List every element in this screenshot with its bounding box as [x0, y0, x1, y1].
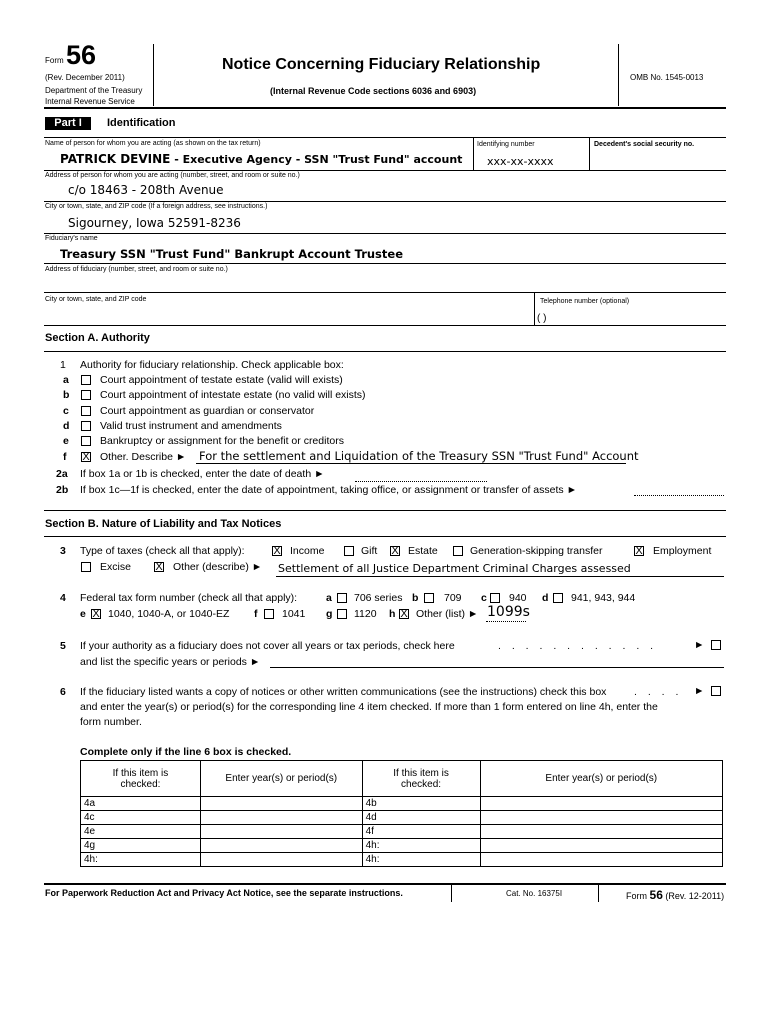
line-5-arrow: ►	[694, 639, 705, 651]
form-title: Notice Concerning Fiduciary Relationship	[222, 56, 541, 73]
table-row	[81, 811, 723, 825]
line-4-number: 4	[60, 592, 66, 604]
agency: Internal Revenue Service	[45, 97, 135, 106]
table-row	[81, 797, 723, 811]
fiduciary-address-field[interactable]	[45, 276, 725, 292]
form-1041-checkbox[interactable]	[264, 609, 274, 619]
identifying-number-field[interactable]: xxx-xx-xxxx	[487, 155, 554, 168]
table-item-cell: 4a	[81, 797, 201, 811]
table-item-cell: 4g	[81, 839, 201, 853]
line-1e-letter: e	[63, 435, 69, 447]
catalog-number: Cat. No. 16375I	[506, 889, 563, 898]
income-label: Income	[290, 545, 325, 557]
form-941-checkbox[interactable]	[553, 593, 563, 603]
line-1f-checkbox[interactable]: X	[82, 451, 90, 463]
other-taxes-checkbox[interactable]: X	[155, 561, 163, 573]
other-describe-value[interactable]: For the settlement and Liquidation of the Treasury SSN "Trust Fund" Account	[199, 449, 639, 463]
estate-checkbox[interactable]: X	[391, 545, 399, 557]
form-706-letter: a	[326, 592, 332, 604]
fiduciary-address-label: Address of fiduciary (number, street, and room or suite no.)	[45, 266, 228, 273]
line-1c-letter: c	[63, 405, 69, 417]
table-row	[81, 825, 723, 839]
form-1120-checkbox[interactable]	[337, 609, 347, 619]
line-1b-letter: b	[63, 389, 70, 401]
table-item-cell: 4h:	[362, 839, 480, 853]
form-other-checkbox[interactable]: X	[400, 608, 408, 620]
name-label: Name of person for whom you are acting (as shown on the tax return)	[45, 140, 261, 147]
line-3-text: Type of taxes (check all that apply):	[80, 545, 245, 557]
part-i-title: Identification	[107, 117, 176, 129]
section-b-title: Section B. Nature of Liability and Tax Notices	[45, 518, 282, 530]
part-i-label: Part I	[45, 117, 91, 130]
table-period-cell[interactable]	[200, 853, 362, 867]
table-period-cell[interactable]	[200, 811, 362, 825]
line-1f-label: Other. Describe ►	[100, 451, 187, 463]
table-header-item: If this item is checked:	[81, 761, 201, 797]
fiduciary-city-label: City or town, state, and ZIP code	[45, 296, 147, 303]
form-941-letter: d	[542, 592, 549, 604]
table-period-cell[interactable]	[200, 797, 362, 811]
form-label: Form	[45, 56, 64, 65]
table-item-cell: 4b	[362, 797, 480, 811]
form-941-label: 941, 943, 944	[571, 592, 636, 604]
table-row	[81, 853, 723, 867]
line-1d-letter: d	[63, 420, 70, 432]
city-field[interactable]: Sigourney, Iowa 52591-8236	[68, 216, 241, 230]
line-2b-number: 2b	[56, 484, 69, 496]
line-5-periods-field[interactable]	[270, 667, 724, 668]
line-1b-checkbox[interactable]	[81, 390, 91, 400]
revision-date: (Rev. December 2011)	[45, 73, 125, 82]
appointment-date-field[interactable]	[634, 495, 724, 496]
section-a-title: Section A. Authority	[45, 332, 150, 344]
other-taxes-value[interactable]: Settlement of all Justice Department Criminal Charges assessed	[278, 562, 631, 575]
form-other-letter: h	[389, 608, 396, 620]
estate-label: Estate	[408, 545, 438, 557]
table-row	[81, 839, 723, 853]
excise-label: Excise	[100, 561, 131, 573]
form-1041-label: 1041	[282, 608, 306, 620]
city-label: City or town, state, and ZIP code (If a foreign address, see instructions.)	[45, 203, 268, 210]
form-1040-checkbox[interactable]: X	[92, 608, 100, 620]
line-4-text: Federal tax form number (check all that apply):	[80, 592, 298, 604]
department: Department of the Treasury	[45, 86, 143, 95]
line-2a-number: 2a	[56, 468, 68, 480]
fiduciary-city-field[interactable]	[45, 307, 530, 323]
fiduciary-name-field[interactable]: Treasury SSN "Trust Fund" Bankrupt Account Trustee	[60, 247, 403, 261]
line-2b-text: If box 1c—1f is checked, enter the date of appointment, taking office, or assignment or transfer of assets ►	[80, 484, 577, 496]
line-1d-checkbox[interactable]	[81, 421, 91, 431]
other-taxes-label: Other (describe) ►	[173, 561, 263, 573]
line-1e-checkbox[interactable]	[81, 436, 91, 446]
line-1c-checkbox[interactable]	[81, 406, 91, 416]
excise-checkbox[interactable]	[81, 562, 91, 572]
line-6-periods-table	[80, 760, 723, 867]
omb-number: OMB No. 1545-0013	[630, 73, 704, 82]
table-period-cell[interactable]	[480, 811, 722, 825]
line-3-number: 3	[60, 545, 66, 557]
line-6-text-3: form number.	[80, 716, 142, 728]
line-2a-text: If box 1a or 1b is checked, enter the date of death ►	[80, 468, 325, 480]
form-706-label: 706 series	[354, 592, 403, 604]
line-6-dots: . . . .	[634, 686, 683, 698]
gift-checkbox[interactable]	[344, 546, 354, 556]
gift-label: Gift	[361, 545, 378, 557]
line-1-text: Authority for fiduciary relationship. Check applicable box:	[80, 359, 344, 371]
line-5-dots: . . . . . . . . . . . .	[498, 640, 658, 652]
line-1-number: 1	[60, 359, 66, 371]
form-other-value[interactable]: 1099s	[487, 604, 530, 620]
income-checkbox[interactable]: X	[273, 545, 281, 557]
telephone-label: Telephone number (optional)	[540, 298, 630, 305]
table-period-cell[interactable]	[480, 853, 722, 867]
telephone-field[interactable]: ( )	[537, 313, 547, 324]
employment-label: Employment	[653, 545, 712, 557]
table-header-periods-2: Enter year(s) or period(s)	[480, 761, 722, 797]
form-706-checkbox[interactable]	[337, 593, 347, 603]
table-item-cell: 4c	[81, 811, 201, 825]
form-1120-label: 1120	[354, 608, 377, 620]
table-period-cell[interactable]	[480, 825, 722, 839]
name-field[interactable]	[60, 152, 462, 166]
line-5-checkbox[interactable]	[711, 640, 721, 650]
table-period-cell[interactable]	[480, 797, 722, 811]
address-label: Address of person for whom you are acting (number, street, and room or suite no.)	[45, 172, 300, 179]
table-item-cell: 4d	[362, 811, 480, 825]
table-period-cell[interactable]	[480, 839, 722, 853]
line-1d-label: Valid trust instrument and amendments	[100, 420, 282, 432]
line-6-checkbox[interactable]	[711, 686, 721, 696]
line-5-text-2: and list the specific years or periods ►	[80, 656, 261, 668]
date-of-death-field[interactable]	[355, 481, 487, 482]
address-field[interactable]: c/o 18463 - 208th Avenue	[68, 183, 224, 197]
form-number: 56	[66, 40, 97, 70]
table-item-cell: 4f	[362, 825, 480, 839]
complete-only-note: Complete only if the line 6 box is checked.	[80, 746, 292, 758]
form-other-label: Other (list) ►	[416, 608, 479, 620]
table-period-cell[interactable]	[200, 839, 362, 853]
employment-checkbox[interactable]: X	[635, 545, 643, 557]
line-1f-letter: f	[63, 451, 67, 463]
form-709-checkbox[interactable]	[424, 593, 434, 603]
line-1a-checkbox[interactable]	[81, 375, 91, 385]
table-item-cell: 4h:	[362, 853, 480, 867]
table-header-item-2: If this item is checked:	[362, 761, 480, 797]
line-1b-label: Court appointment of intestate estate (no valid will exists)	[100, 389, 366, 401]
form-709-letter: b	[412, 592, 419, 604]
line-6-text-2: and enter the year(s) or period(s) for the corresponding line 4 item checked. If more than 1 form entered on line 4h, enter the	[80, 701, 658, 713]
line-1e-label: Bankruptcy or assignment for the benefit or creditors	[100, 435, 344, 447]
table-item-cell: 4h:	[81, 853, 201, 867]
form-subtitle: (Internal Revenue Code sections 6036 and 6903)	[270, 86, 477, 96]
form-940-label: 940	[509, 592, 527, 604]
table-header-periods: Enter year(s) or period(s)	[200, 761, 362, 797]
line-1a-label: Court appointment of testate estate (valid will exists)	[100, 374, 343, 386]
decedent-ssn-label: Decedent's social security no.	[594, 141, 695, 148]
form-1040-label: 1040, 1040-A, or 1040-EZ	[108, 608, 230, 620]
identifying-number-label: Identifying number	[477, 141, 535, 148]
line-6-arrow: ►	[694, 685, 705, 697]
line-1c-label: Court appointment as guardian or conservator	[100, 405, 315, 417]
line-1a-letter: a	[63, 374, 69, 386]
line-5-number: 5	[60, 640, 66, 652]
table-period-cell[interactable]	[200, 825, 362, 839]
form-1120-letter: g	[326, 608, 333, 620]
fiduciary-name-label: Fiduciary's name	[45, 235, 98, 242]
gst-label: Generation-skipping transfer	[470, 545, 603, 557]
form-940-letter: c	[481, 592, 487, 604]
line-6-text: If the fiduciary listed wants a copy of notices or other written communications (see the instructions) check this box	[80, 686, 607, 698]
line-5-text: If your authority as a fiduciary does not cover all years or tax periods, check here	[80, 640, 455, 652]
form-709-label: 709	[444, 592, 462, 604]
paperwork-notice: For Paperwork Reduction Act and Privacy Act Notice, see the separate instructions.	[45, 888, 403, 898]
line-6-number: 6	[60, 686, 66, 698]
table-item-cell: 4e	[81, 825, 201, 839]
gst-checkbox[interactable]	[453, 546, 463, 556]
footer-form-id: Form 56 (Rev. 12-2011)	[626, 888, 725, 902]
form-1040-letter: e	[80, 608, 86, 620]
form-1041-letter: f	[254, 608, 258, 620]
name-value-bold: PATRICK DEVINE	[60, 152, 171, 166]
name-value-rest: - Executive Agency - SSN "Trust Fund" account	[170, 153, 463, 166]
form-940-checkbox[interactable]	[490, 593, 500, 603]
